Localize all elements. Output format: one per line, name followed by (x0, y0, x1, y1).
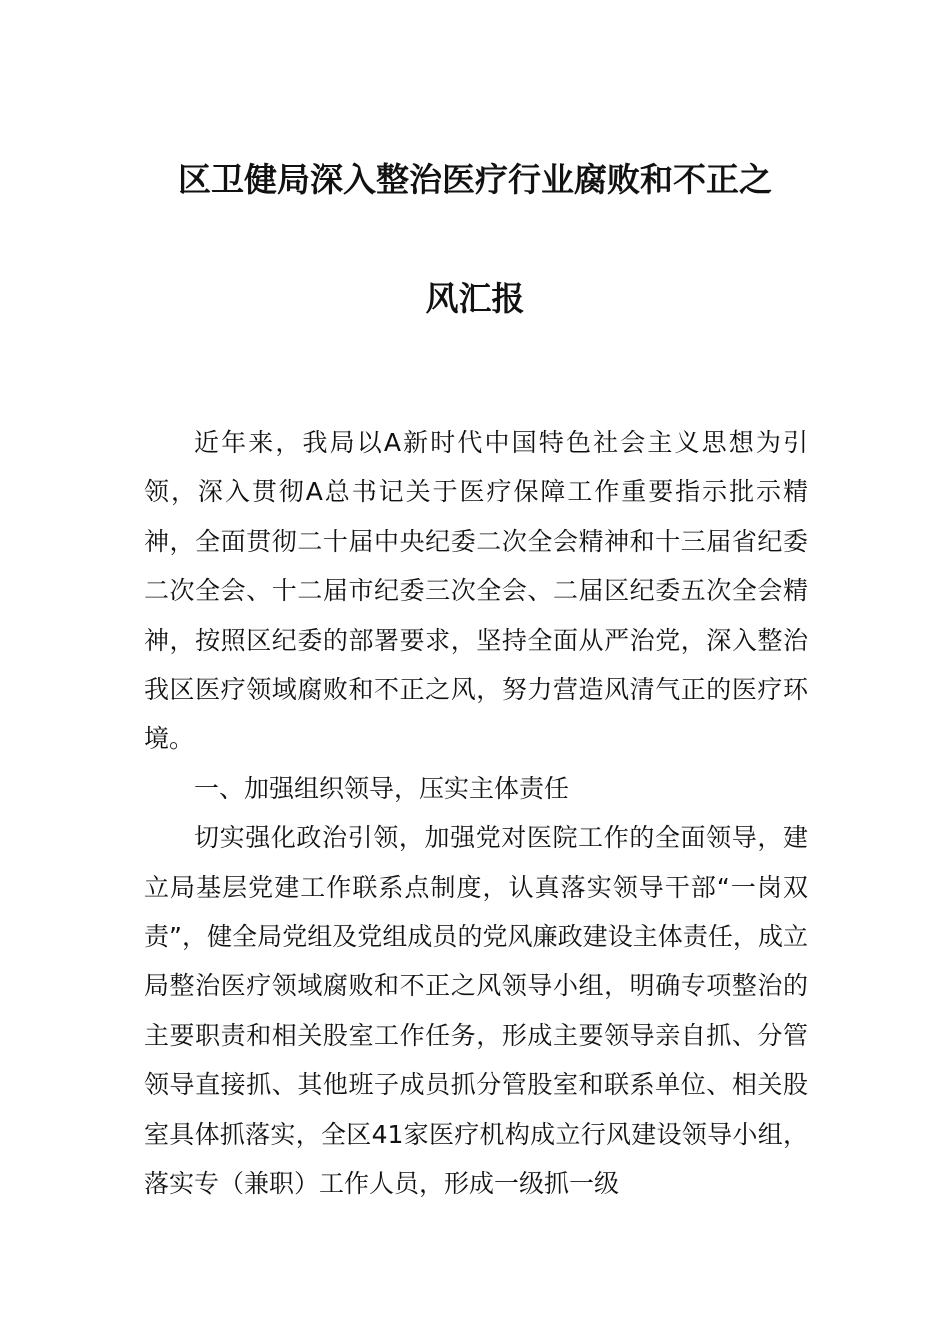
section-1-heading: 一、加强组织领导，压实主体责任 (194, 773, 570, 803)
document-title-line-1: 区卫健局深入整治医疗行业腐败和不正之 (178, 160, 772, 199)
document-title-line-2: 风汇报 (425, 279, 525, 318)
intro-paragraph: 近年来，我局以A新时代中国特色社会主义思想为引领，深入贯彻A总书记关于医疗保障工作重要指示批示精神，全面贯彻二十届中央纪委二次全会精神和十三届省纪委二次全会、十二届市纪委三次全会、二届区纪委五次全会精神，按照区纪委的部署要求，坚持全面从严治党，深入整治我区医疗领域腐败和不正之风，努力营造风清气正的医疗环境。 (144, 428, 808, 754)
section-1-paragraph: 切实强化政治引领，加强党对医院工作的全面领导，建立局基层党建工作联系点制度，认真落实领导干部“一岗双责”，健全局党组及党组成员的党风廉政建设主体责任，成立局整治医疗领域腐败和不正之风领导小组，明确专项整治的主要职责和相关股室工作任务，形成主要领导亲自抓、分管领导直接抓、其他班子成员抓分管股室和联系单位、相关股室具体抓落实，全区41家医疗机构成立行风建设领导小组，落实专（兼职）工作人员，形成一级抓一级 (144, 823, 808, 1199)
document-body (144, 418, 808, 1209)
